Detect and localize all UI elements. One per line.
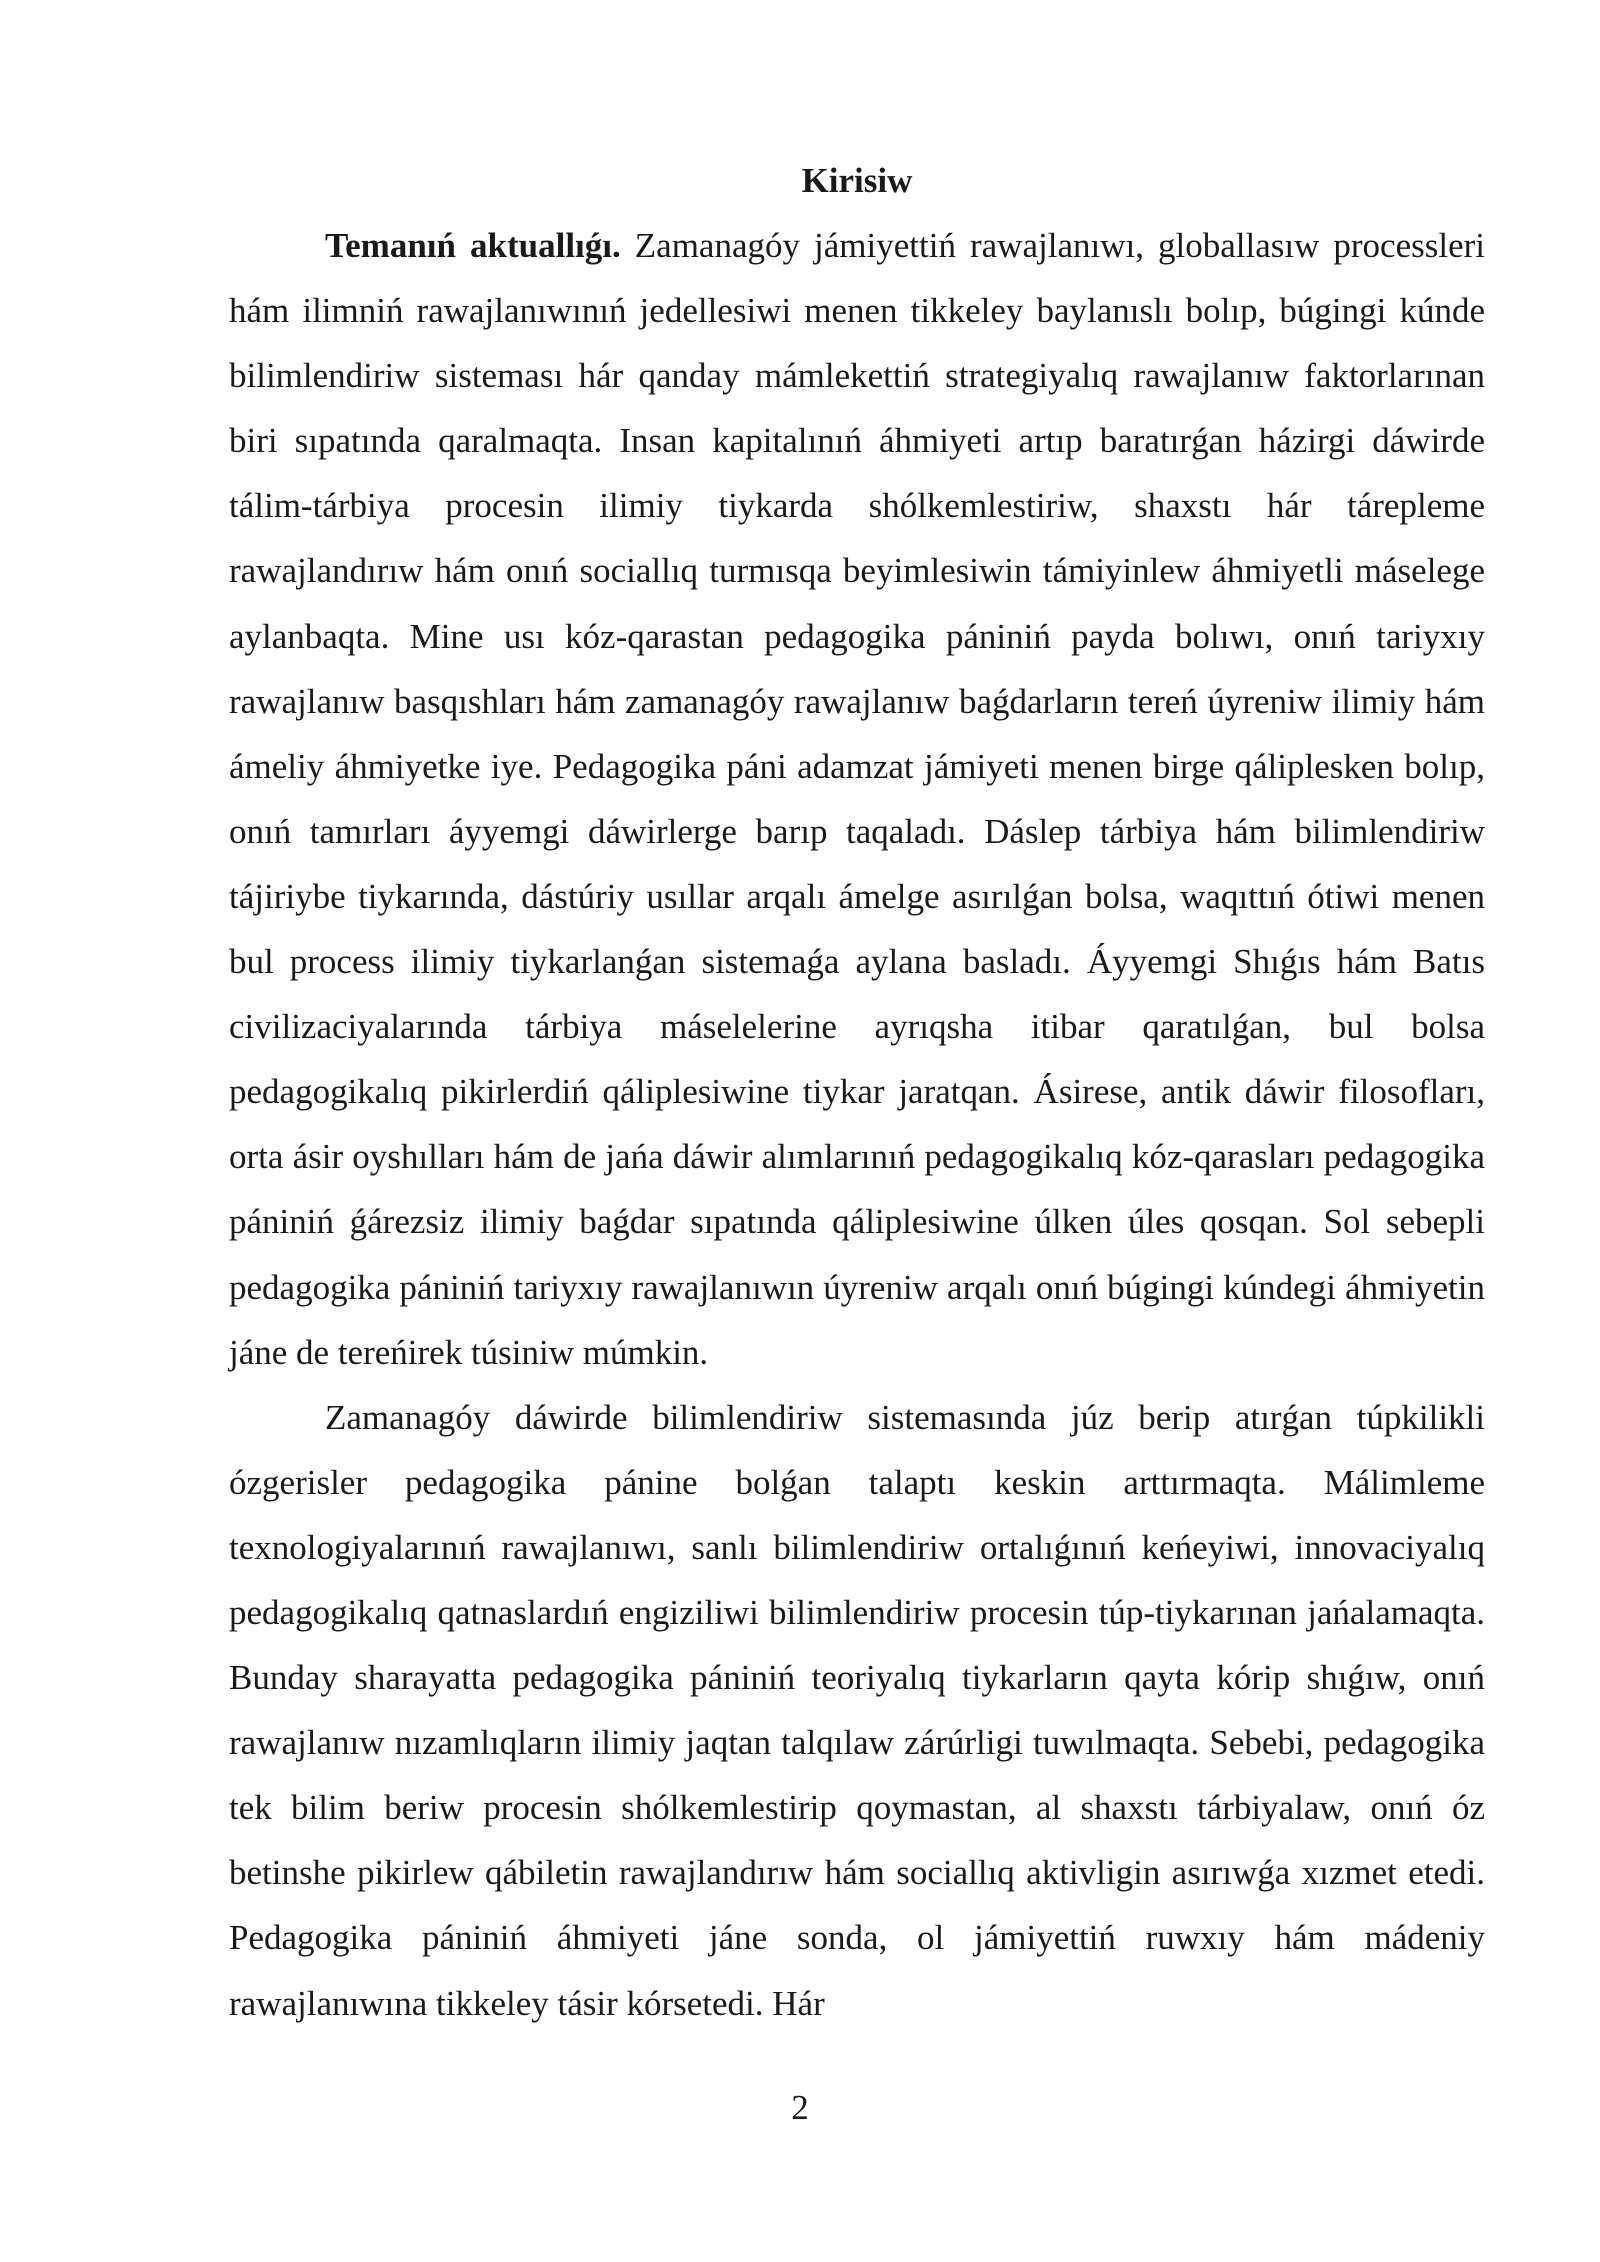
paragraph-modern-era (229, 1385, 1485, 2036)
paragraph-relevance (229, 213, 1485, 1385)
page-body (229, 148, 1485, 2036)
paragraph-lead: Temanıń aktuallıǵı. (325, 226, 621, 265)
paragraph-text: Zamanagóy jámiyettiń rawajlanıwı, globallasıw processleri hám ilimniń rawajlanıwınıń jedellesiwi menen tikkeley baylanıslı bolıp, búgingi kúnde bilimlendiriw sisteması hár qanday mámlekettiń strategiyalıq rawajlanıw faktorlarınan biri sıpatında qaralmaqta. Insan kapitalınıń áhmiyeti artıp baratırǵan házirgi dáwirde tálim-tárbiya procesin ilimiy tiykarda shólkemlestiriw, shaxstı hár tárepleme rawajlandırıw hám onıń sociallıq turmısqa beyimlesiwin támiyinlew áhmiyetli máselege aylanbaqta. Mine usı kóz-qarastan pedagogika pániniń payda bolıwı, onıń tariyxıy rawajlanıw basqıshları hám zamanagóy rawajlanıw baǵdarların tereń úyreniw ilimiy hám ámeliy áhmiyetke iye. Pedagogika páni adamzat jámiyeti menen birge qáliplesken bolıp, onıń tamırları áyyemgi dáwirlerge barıp taqaladı. Dáslep tárbiya hám bilimlendiriw tájiriybe tiykarında, dástúriy usıllar arqalı ámelge asırılǵan bolsa, waqıttıń ótiwi menen bul process ilimiy tiykarlanǵan sistemaǵa aylana basladı. Áyyemgi Shıǵıs hám Batıs civilizaciyalarında tárbiya máselelerine ayrıqsha itibar qaratılǵan, bul bolsa pedagogikalıq pikirlerdiń qáliplesiwine tiykar jaratqan. Ásirese, antik dáwir filosofları, orta ásir oyshılları hám de jańa dáwir alımlarınıń pedagogikalıq kóz-qarasları pedagogika pániniń ǵárezsiz ilimiy baǵdar sıpatında qáliplesiwine úlken úles qosqan. Sol sebepli pedagogika pániniń tariyxıy rawajlanıwın úyreniw arqalı onıń búgingi kúndegi áhmiyetin jáne de tereńirek túsiniw múmkin. (229, 226, 1485, 1372)
page-number: 2 (791, 2088, 809, 2127)
paragraph-text: Zamanagóy dáwirde bilimlendiriw sistemasında júz berip atırǵan túpkilikli ózgerisler pedagogika pánine bolǵan talaptı keskin arttırmaqta. Málimleme texnologiyalarınıń rawajlanıwı, sanlı bilimlendiriw ortalıǵınıń keńeyiwi, innovaciyalıq pedagogikalıq qatnaslardıń engiziliwi bilimlendiriw procesin túp-tiykarınan jańalamaqta. Bunday sharayatta pedagogika pániniń teoriyalıq tiykarların qayta kórip shıǵıw, onıń rawajlanıw nızamlıqların ilimiy jaqtan talqılaw zárúrligi tuwılmaqta. Sebebi, pedagogika tek bilim beriw procesin shólkemlestirip qoymastan, al shaxstı tárbiyalaw, onıń óz betinshe pikirlew qábiletin rawajlandırıw hám sociallıq aktivligin asırıwǵa xızmet etedi. Pedagogika pániniń áhmiyeti jáne sonda, ol jámiyettiń ruwxıy hám mádeniy rawajlanıwına tikkeley tásir kórsetedi. Hár (229, 1397, 1485, 2023)
page-title: Kirisiw (801, 161, 913, 200)
